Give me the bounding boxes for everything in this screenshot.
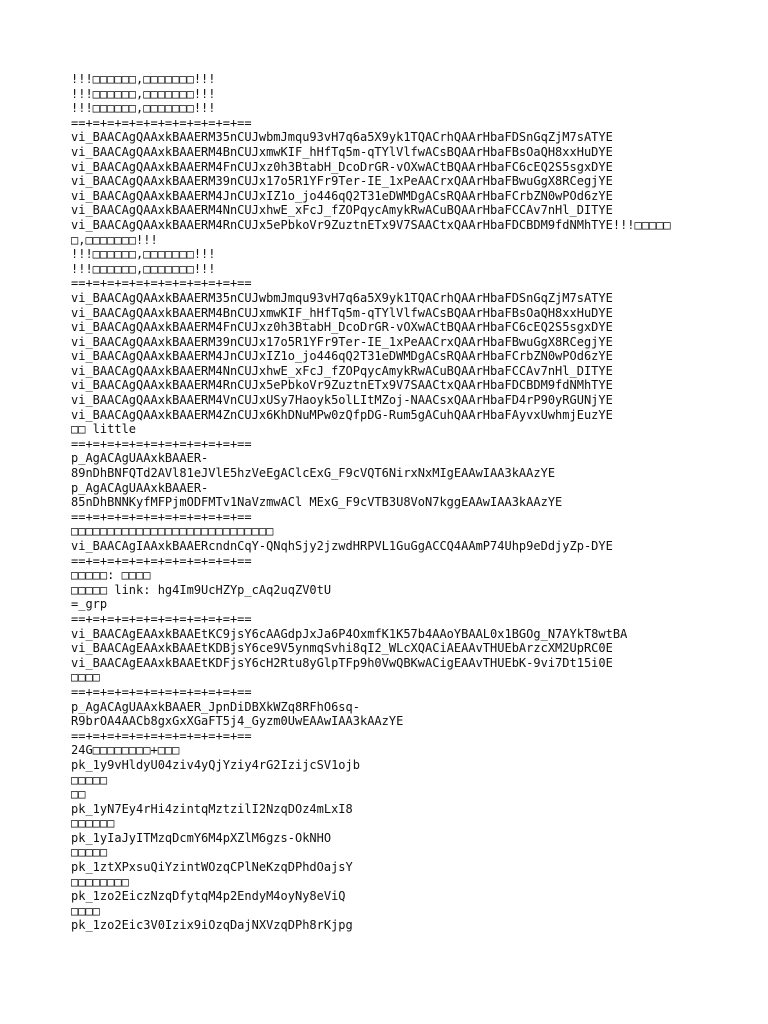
text-line: !!!□□□□□□,□□□□□□□!!!	[71, 101, 216, 116]
text-line: vi_BAACAgQAAxkBAAERM4NnCUJxhwE_xFcJ_fZOPqycAmykRwACuBQAArHbaFCCAv7nHl_DITYE	[71, 203, 613, 218]
text-line: ==+=+=+=+=+=+=+=+=+=+=+==	[71, 115, 252, 130]
text-line: pk_1yIaJyITMzqDcmY6M4pXZlM6gzs-OkNHO	[71, 830, 332, 845]
text-line: vi_BAACAgQAAxkBAAERM4ZnCUJx6KhDNuMPw0zQfpDG-Rum5gACuhQAArHbaFAyvxUwhmjEuzYE	[71, 407, 613, 422]
text-line: 24G□□□□□□□□+□□□	[71, 743, 180, 758]
text-line: p_AgACAgUAAxkBAAER_JpnDiDBXkWZq8RFhO6sq-	[71, 699, 360, 714]
text-line: vi_BAACAgQAAxkBAAERM4RnCUJx5ePbkoVr9ZuztnETx9V7SAACtxQAArHbaFDCBDM9fdNMhTYE!!!□□□□□	[71, 217, 671, 232]
text-line: vi_BAACAgQAAxkBAAERM4BnCUJxmwKIF_hHfTq5m-qTYlVlfwACsBQAArHbaFBsOaQH8xxHuDYE	[71, 305, 613, 320]
text-line: □,□□□□□□□!!!	[71, 232, 158, 247]
text-line: vi_BAACAgQAAxkBAAERM4FnCUJxz0h3BtabH_DcoDrGR-vOXwACtBQAArHbaFC6cEQ2S5sgxDYE	[71, 159, 613, 174]
text-line: vi_BAACAgEAAxkBAAEtKDFjsY6cH2Rtu8yGlpTFp9h0VwQBKwACigEAAvTHUEbK-9vi7Dt15i0E	[71, 655, 613, 670]
text-line: vi_BAACAgQAAxkBAAERM4JnCUJxIZ1o_jo446qQ2T31eDWMDgACsRQAArHbaFCrbZN0wPOd6zYE	[71, 349, 613, 364]
text-line: pk_1yN7Ey4rHi4zintqMztzilI2NzqDOz4mLxI8	[71, 801, 353, 816]
text-line: □□□□□ link: hg4Im9UcHZYp_cAq2uqZV0tU	[71, 582, 332, 597]
text-line: !!!□□□□□□,□□□□□□□!!!	[71, 72, 216, 86]
text-line: vi_BAACAgQAAxkBAAERM35nCUJwbmJmqu93vH7q6a5X9yk1TQACrhQAArHbaFDSnGqZjM7sATYE	[71, 290, 613, 305]
text-line: !!!□□□□□□,□□□□□□□!!!	[71, 261, 216, 276]
text-line: ==+=+=+=+=+=+=+=+=+=+=+==	[71, 553, 252, 568]
text-line: □□□□□	[71, 772, 108, 787]
text-line: p_AgACAgUAAxkBAAER-	[71, 480, 209, 495]
text-line: R9brOA4AACb8gxGxXGaFT5j4_Gyzm0UwEAAwIAA3kAAzYE	[71, 714, 404, 729]
text-line: 85nDhBNNKyfMFPjmODFMTv1NaVzmwACl MExG_F9cVTB3U8VoN7kggEAAwIAA3kAAzYE	[71, 495, 563, 510]
text-line: ==+=+=+=+=+=+=+=+=+=+=+==	[71, 276, 252, 291]
text-line: □□□□	[71, 670, 100, 685]
text-line: vi_BAACAgQAAxkBAAERM35nCUJwbmJmqu93vH7q6a5X9yk1TQACrhQAArHbaFDSnGqZjM7sATYE	[71, 130, 613, 145]
text-line: p_AgACAgUAAxkBAAER-	[71, 451, 209, 466]
text-line: pk_1zo2EiczNzqDfytqM4p2EndyM4oyNy8eViQ	[71, 889, 346, 904]
text-line: pk_1ztXPxsuQiYzintWOzqCPlNeKzqDPhdOajsY	[71, 860, 353, 875]
text-line: vi_BAACAgQAAxkBAAERM39nCUJx17o5R1YFr9Ter-IE_1xPeAACrxQAArHbaFBwuGgX8RCegjYE	[71, 174, 613, 189]
text-line: □□ little	[71, 422, 137, 437]
text-line: □□□□□	[71, 845, 108, 860]
text-line: pk_1y9vHldyU04ziv4yQjYziy4rG2IzijcSV1ojb	[71, 757, 360, 772]
document-page	[71, 72, 731, 933]
text-line: □□□□□: □□□□	[71, 568, 151, 583]
text-line: □□□□□□□□□□□□□□□□□□□□□□□□□□□□	[71, 524, 274, 539]
text-line: vi_BAACAgQAAxkBAAERM4BnCUJxmwKIF_hHfTq5m-qTYlVlfwACsBQAArHbaFBsOaQH8xxHuDYE	[71, 144, 613, 159]
text-line: =_grp	[71, 597, 108, 612]
text-line: ==+=+=+=+=+=+=+=+=+=+=+==	[71, 436, 252, 451]
text-line: ==+=+=+=+=+=+=+=+=+=+=+==	[71, 684, 252, 699]
text-line: vi_BAACAgEAAxkBAAEtKC9jsY6cAAGdpJxJa6P4OxmfK1K57b4AAoYBAAL0x1BGOg_N7AYkT8wtBA	[71, 626, 628, 641]
text-line: pk_1zo2Eic3V0Izix9iOzqDajNXVzqDPh8rKjpg	[71, 918, 353, 933]
text-line: ==+=+=+=+=+=+=+=+=+=+=+==	[71, 611, 252, 626]
text-line: vi_BAACAgQAAxkBAAERM4FnCUJxz0h3BtabH_DcoDrGR-vOXwACtBQAArHbaFC6cEQ2S5sgxDYE	[71, 320, 613, 335]
text-line: vi_BAACAgIAAxkBAAERcndnCqY-QNqhSjy2jzwdHRPVL1GuGgACCQ4AAmP74Uhp9eDdjyZp-DYE	[71, 539, 613, 553]
text-line: vi_BAACAgQAAxkBAAERM4VnCUJxUSy7Haoyk5olLItMZoj-NAACsxQAArHbaFD4rP90yRGUNjYE	[71, 393, 613, 408]
text-line: □□□□	[71, 903, 100, 918]
text-line: □□□□□□	[71, 816, 115, 831]
text-line: vi_BAACAgQAAxkBAAERM4RnCUJx5ePbkoVr9ZuztnETx9V7SAACtxQAArHbaFDCBDM9fdNMhTYE	[71, 378, 613, 393]
text-line: □□□□□□□□	[71, 874, 129, 889]
text-line: ==+=+=+=+=+=+=+=+=+=+=+==	[71, 728, 252, 743]
text-line: vi_BAACAgEAAxkBAAEtKDBjsY6ce9V5ynmqSvhi8qI2_WLcXQACiAEAAvTHUEbArzcXM2UpRC0E	[71, 641, 613, 656]
text-line: 89nDhBNFQTd2AVl81eJVlE5hzVeEgAClcExG_F9cVQT6NirxNxMIgEAAwIAA3kAAzYE	[71, 466, 556, 481]
text-line: vi_BAACAgQAAxkBAAERM4JnCUJxIZ1o_jo446qQ2T31eDWMDgACsRQAArHbaFCrbZN0wPOd6zYE	[71, 188, 613, 203]
text-line: !!!□□□□□□,□□□□□□□!!!	[71, 247, 216, 262]
text-line: vi_BAACAgQAAxkBAAERM4NnCUJxhwE_xFcJ_fZOPqycAmykRwACuBQAArHbaFCCAv7nHl_DITYE	[71, 363, 613, 378]
text-line: vi_BAACAgQAAxkBAAERM39nCUJx17o5R1YFr9Ter-IE_1xPeAACrxQAArHbaFBwuGgX8RCegjYE	[71, 334, 613, 349]
text-line: □□	[71, 787, 86, 802]
text-line: !!!□□□□□□,□□□□□□□!!!	[71, 86, 216, 101]
text-line: ==+=+=+=+=+=+=+=+=+=+=+==	[71, 509, 252, 524]
